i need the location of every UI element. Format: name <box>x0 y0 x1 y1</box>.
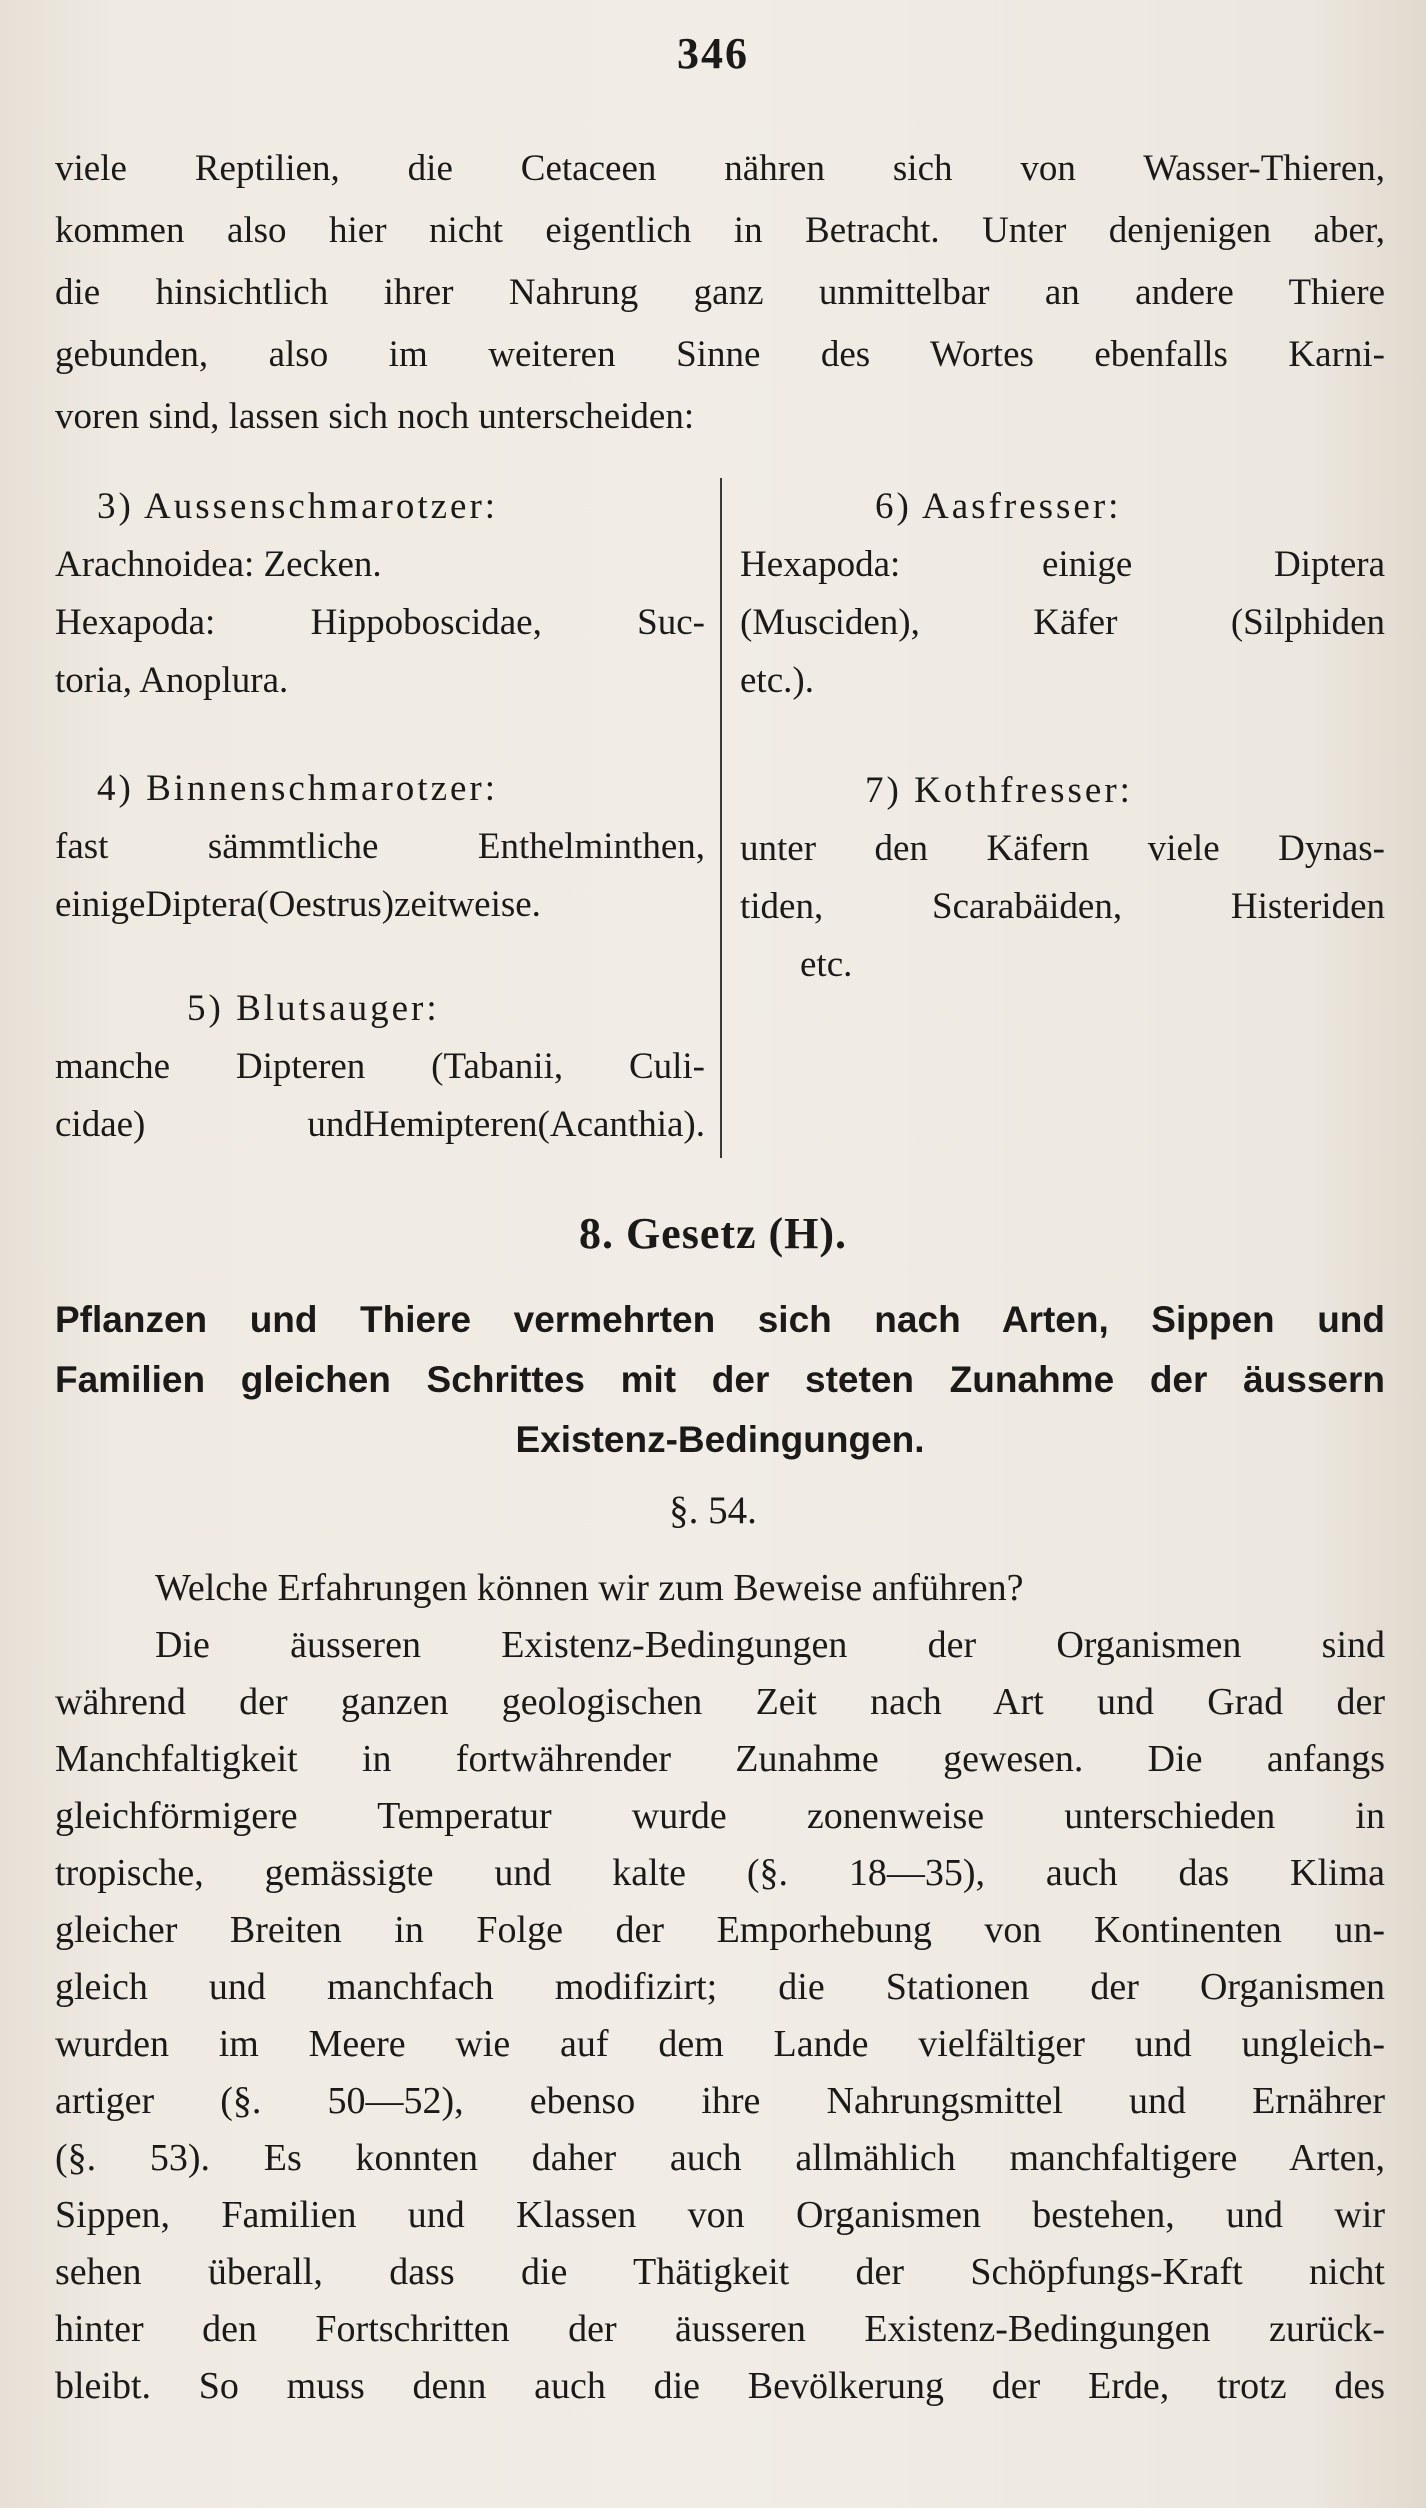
text-line: die hinsichtlich ihrer Nahrung ganz unmittelbar an andere Thiere <box>55 272 1385 313</box>
law-title: 8. Gesetz (H). <box>578 1209 848 1258</box>
text-line: manche Dipteren (Tabanii, Culi- <box>55 1046 705 1087</box>
group-heading-4: 4) Binnenschmarotzer: <box>97 768 499 809</box>
text-line: etc. <box>800 944 853 985</box>
text-line: gleich und manchfach modifizirt; die Stationen der Organismen <box>55 1966 1385 2008</box>
text-line: einigeDiptera(Oestrus)zeitweise. <box>55 884 541 925</box>
text-line: cidae) undHemipteren(Acanthia). <box>55 1104 705 1145</box>
text-line: voren sind, lassen sich noch unterscheiden: <box>55 396 695 437</box>
left-column-group5 <box>55 980 705 1154</box>
text-line: viele Reptilien, die Cetaceen nähren sich von Wasser-Thieren, <box>55 148 1385 189</box>
text-line: Sippen, Familien und Klassen von Organismen bestehen, und wir <box>55 2194 1385 2236</box>
text-line: etc.). <box>740 660 814 701</box>
text-line: (Musciden), Käfer (Silphiden <box>740 602 1385 643</box>
right-column-group7 <box>740 762 1385 994</box>
text-line: sehen überall, dass die Thätigkeit der Schöpfungs-Kraft nicht <box>55 2251 1385 2293</box>
text-line: Hexapoda: einige Diptera <box>740 544 1385 585</box>
group-heading-6: 6) Aasfresser: <box>875 486 1122 527</box>
text-line: toria, Anoplura. <box>55 660 289 701</box>
right-column <box>740 478 1385 710</box>
text-line: hinter den Fortschritten der äusseren Existenz-Bedingungen zurück- <box>55 2308 1385 2350</box>
intro-paragraph <box>55 138 1385 448</box>
text-line: Die äusseren Existenz-Bedingungen der Organismen sind <box>155 1624 1385 1666</box>
section-heading: §. 54. <box>669 1489 757 1532</box>
text-line: tropische, gemässigte und kalte (§. 18—35), auch das Klima <box>55 1852 1385 1894</box>
text-line: Hexapoda: Hippoboscidae, Suc- <box>55 602 705 643</box>
text-line: Pflanzen und Thiere vermehrten sich nach Arten, Sippen und <box>55 1299 1385 1340</box>
text-line: fast sämmtliche Enthelminthen, <box>55 826 705 867</box>
text-line: gleichförmigere Temperatur wurde zonenweise unterschieden in <box>55 1795 1385 1837</box>
body-paragraph <box>55 1560 1385 2415</box>
text-line: gleicher Breiten in Folge der Emporhebung von Kontinenten un- <box>55 1909 1385 1951</box>
group-heading-5: 5) Blutsauger: <box>187 988 440 1029</box>
text-line: artiger (§. 50—52), ebenso ihre Nahrungsmittel und Ernährer <box>55 2080 1385 2122</box>
column-divider <box>720 478 722 1158</box>
text-line: unter den Käfern viele Dynas- <box>740 828 1385 869</box>
text-line: kommen also hier nicht eigentlich in Betracht. Unter denjenigen aber, <box>55 210 1385 251</box>
law-statement <box>55 1290 1385 1470</box>
text-line: Welche Erfahrungen können wir zum Beweise anführen? <box>155 1567 1024 1609</box>
group-heading-7: 7) Kothfresser: <box>865 770 1133 811</box>
text-line: Existenz-Bedingungen. <box>515 1419 925 1460</box>
left-column <box>55 478 705 710</box>
text-line: wurden im Meere wie auf dem Lande vielfältiger und ungleich- <box>55 2023 1385 2065</box>
text-line: Familien gleichen Schrittes mit der steten Zunahme der äussern <box>55 1359 1385 1400</box>
text-line: Arachnoidea: Zecken. <box>55 544 382 585</box>
left-column-group4 <box>55 760 705 934</box>
page-number: 346 <box>677 29 749 78</box>
text-line: Manchfaltigkeit in fortwährender Zunahme gewesen. Die anfangs <box>55 1738 1385 1780</box>
text-line: (§. 53). Es konnten daher auch allmählich manchfaltigere Arten, <box>55 2137 1385 2179</box>
text-line: bleibt. So muss denn auch die Bevölkerung der Erde, trotz des <box>55 2365 1385 2407</box>
text-line: während der ganzen geologischen Zeit nach Art und Grad der <box>55 1681 1385 1723</box>
group-heading-3: 3) Aussenschmarotzer: <box>97 486 499 527</box>
text-line: tiden, Scarabäiden, Histeriden <box>740 886 1385 927</box>
text-line: gebunden, also im weiteren Sinne des Wortes ebenfalls Karni- <box>55 334 1385 375</box>
